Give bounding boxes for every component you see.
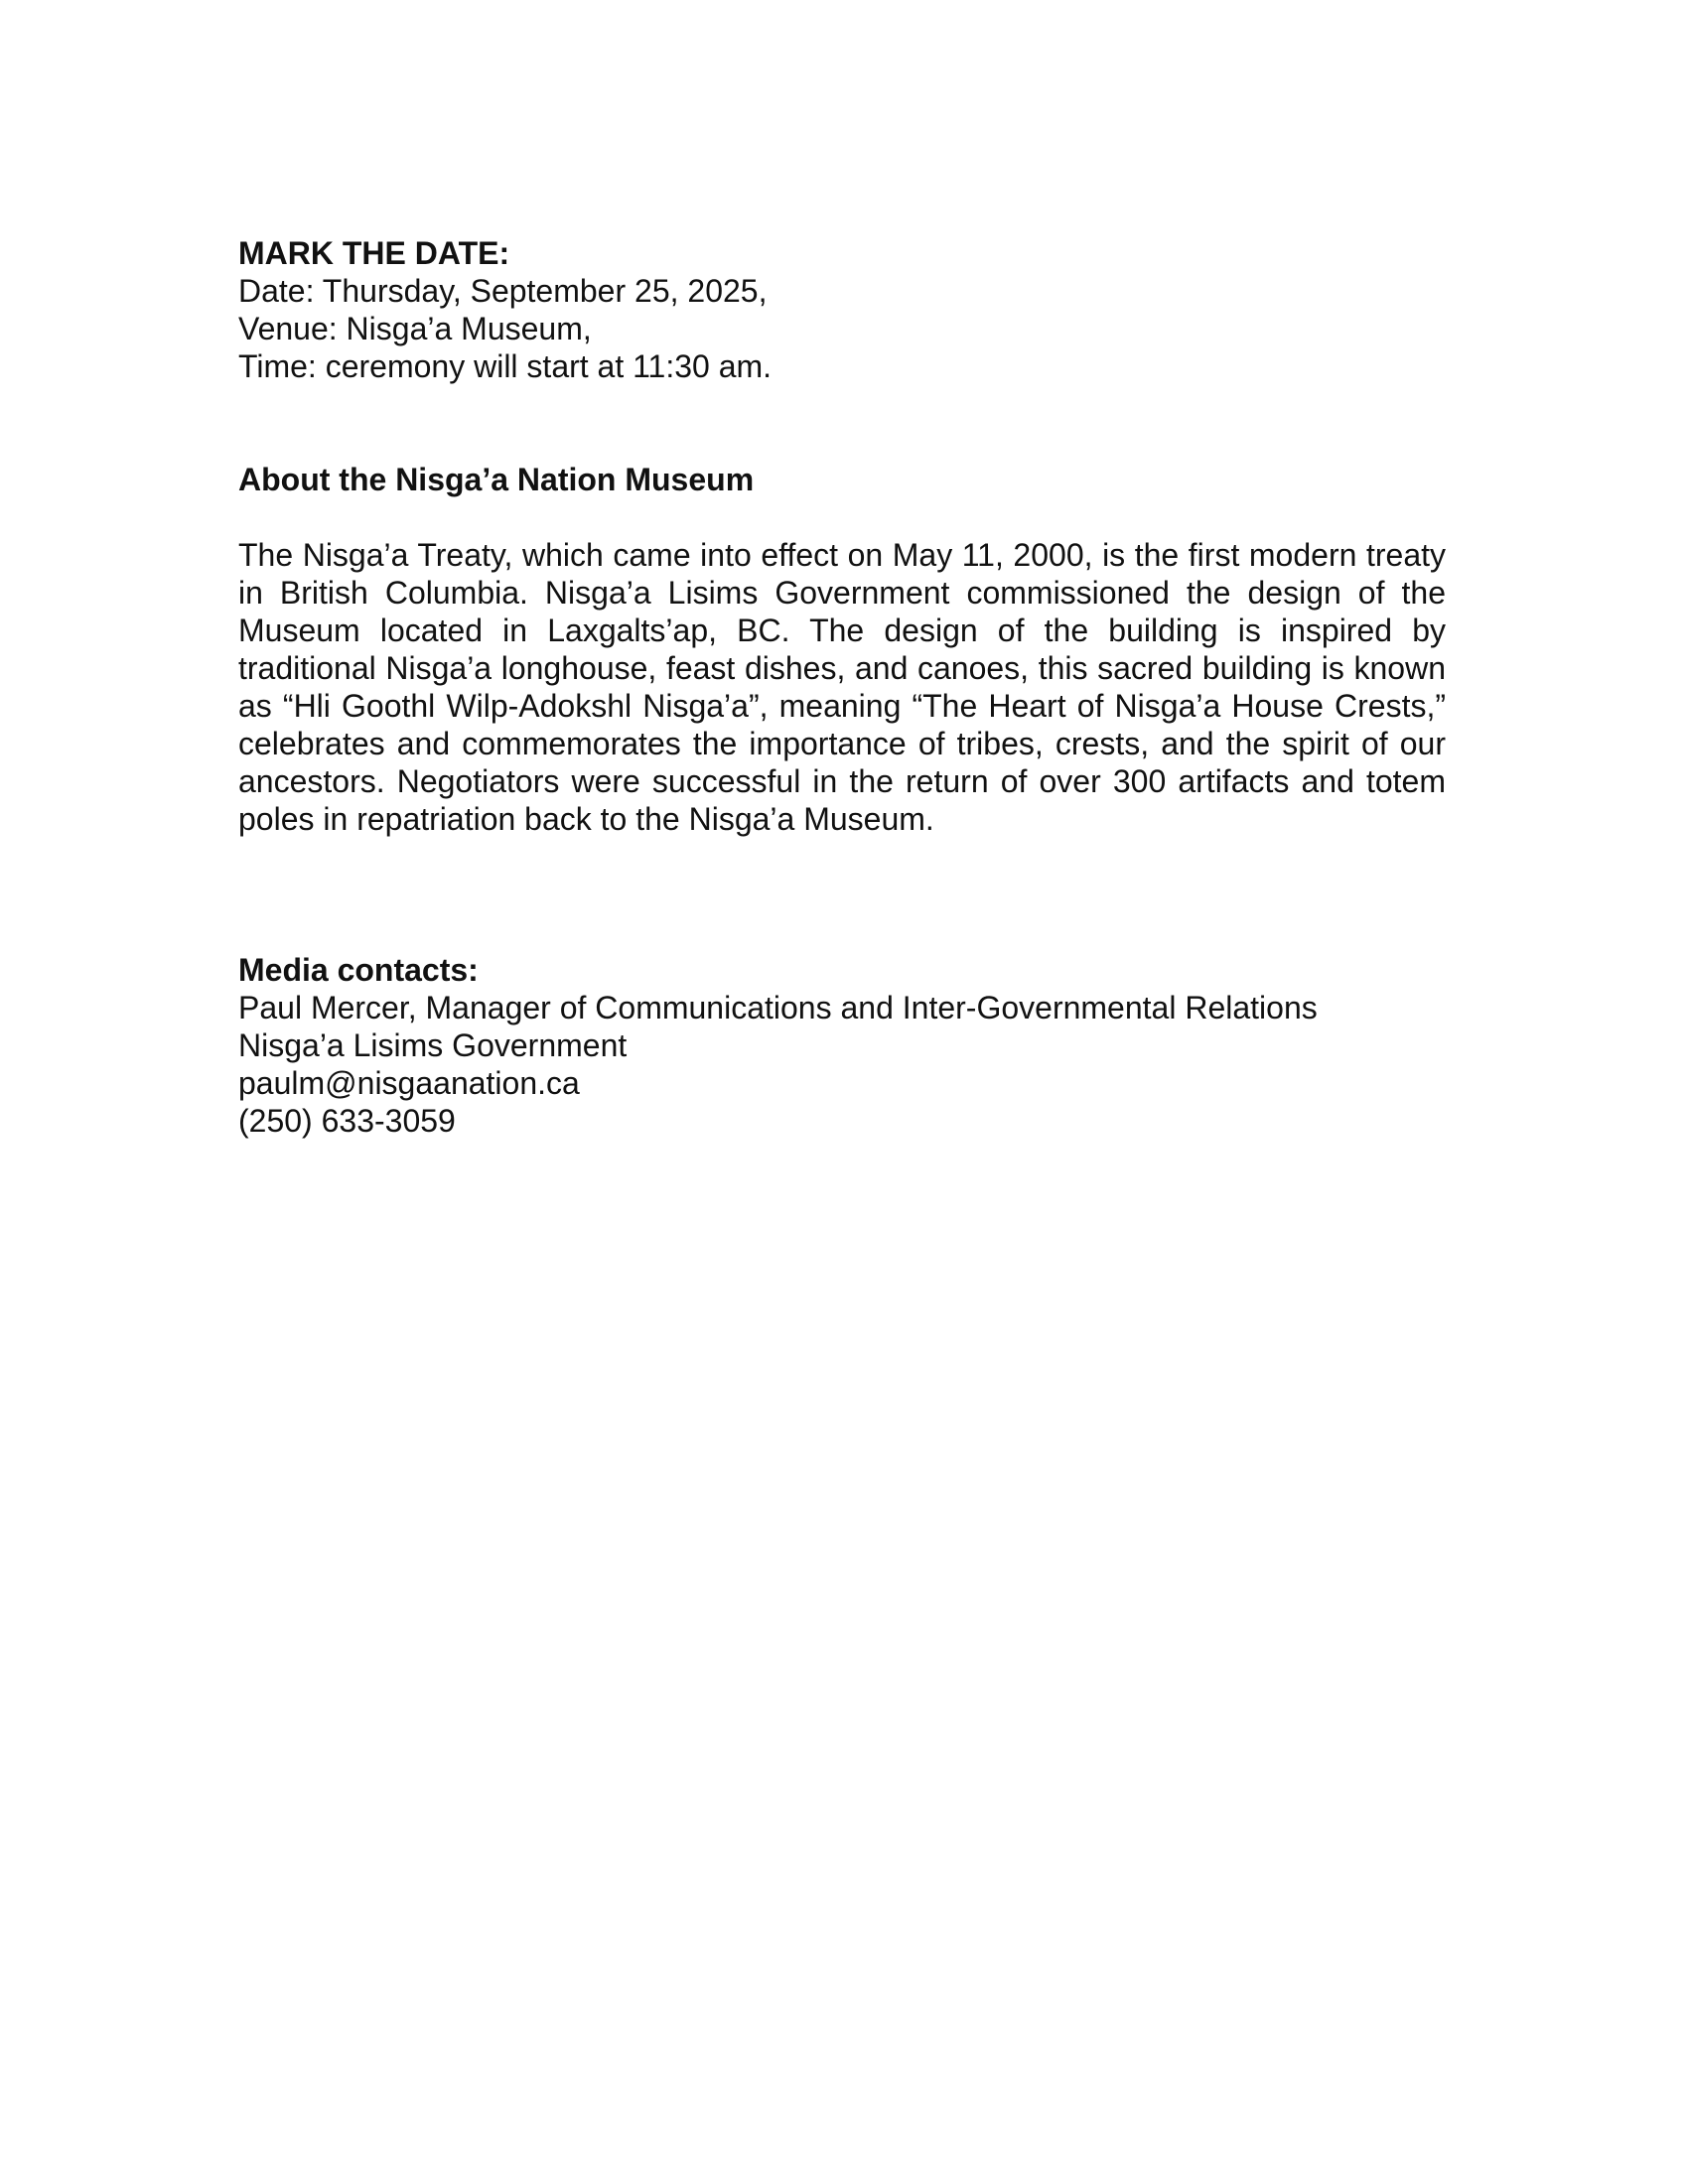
contact-organization: Nisga’a Lisims Government bbox=[238, 1027, 628, 1063]
mark-the-date-heading: MARK THE DATE: bbox=[238, 235, 510, 271]
about-paragraph: The Nisga’a Treaty, which came into effect on May 11, 2000, is the first modern treaty in British Columbia. Nisga’a Lisims Government commissioned the design of the Museum located in Laxgalts’ap, BC. The design of the building is inspired by traditional Nisga’a longhouse, feast dishes, and canoes, this sacred building is known as “Hli Goothl Wilp-Adokshl Nisga’a”, meaning “The Heart of Nisga’a House Crests,” celebrates and commemorates the importance of tribes, crests, and the spirit of our ancestors. Negotiators were successful in the return of over 300 artifacts and totem poles in repatriation back to the Nisga’a Museum. bbox=[238, 537, 1446, 837]
event-venue: Venue: Nisga’a Museum, bbox=[238, 311, 592, 346]
mark-the-date-section bbox=[238, 234, 1446, 385]
document-page bbox=[238, 234, 1446, 1140]
about-heading: About the Nisga’a Nation Museum bbox=[238, 462, 755, 497]
contact-phone[interactable]: (250) 633-3059 bbox=[238, 1103, 456, 1139]
contact-email[interactable]: paulm@nisgaanation.ca bbox=[238, 1065, 580, 1101]
event-time: Time: ceremony will start at 11:30 am. bbox=[238, 348, 773, 384]
event-date: Date: Thursday, September 25, 2025, bbox=[238, 273, 768, 309]
media-contacts-heading: Media contacts: bbox=[238, 952, 479, 988]
about-section bbox=[238, 461, 1446, 838]
media-contacts-section bbox=[238, 951, 1446, 1140]
contact-name-title: Paul Mercer, Manager of Communications and Inter-Governmental Relations bbox=[238, 990, 1318, 1025]
